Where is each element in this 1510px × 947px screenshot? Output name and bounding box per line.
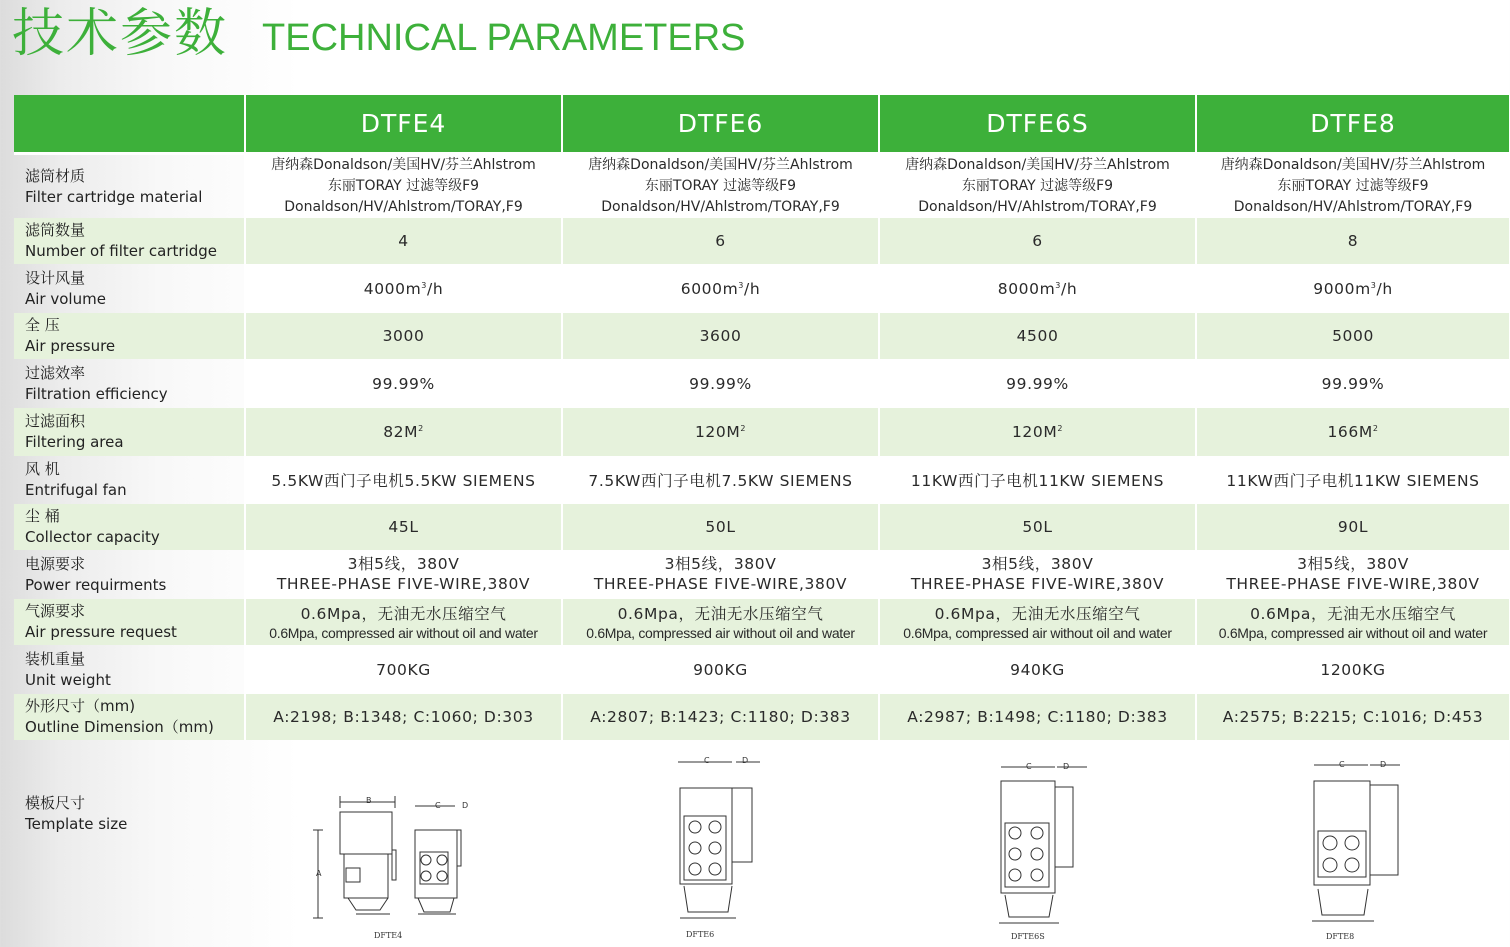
svg-text:D: D: [1063, 762, 1070, 771]
table-cell: A:2198; B:1348; C:1060; D:303: [245, 694, 562, 740]
table-cell: A:2575; B:2215; C:1016; D:453: [1196, 694, 1510, 740]
table-cell: $6000m^3/h$: [562, 264, 879, 313]
table-cell: $8000m^3/h$: [879, 264, 1196, 313]
table-cell: 5.5KW西门子电机5.5KW SIEMENS: [245, 456, 562, 504]
table-cell: 0.6Mpa，无油无水压缩空气 0.6Mpa, compressed air without oil and water: [1196, 599, 1510, 645]
svg-text:C: C: [1026, 762, 1032, 771]
table-cell: 3相5线，380V THREE-PHASE FIVE-WIRE,380V: [562, 550, 879, 599]
parameters-table: [14, 95, 1510, 740]
table-cell: 3000: [245, 313, 562, 359]
table-cell: 4: [245, 218, 562, 264]
row-label: 过滤面积 Filtering area: [14, 408, 245, 456]
table-cell: $166M^2$: [1196, 408, 1510, 456]
table-cell: 3相5线，380V THREE-PHASE FIVE-WIRE,380V: [879, 550, 1196, 599]
svg-text:C: C: [435, 801, 441, 810]
drawing-dfte8: [1308, 755, 1408, 927]
table-cell: $9000m^3/h$: [1196, 264, 1510, 313]
table-cell: 99.99%: [879, 359, 1196, 408]
table-cell: 8: [1196, 218, 1510, 264]
row-filter-area: [14, 408, 1510, 456]
table-cell: 0.6Mpa，无油无水压缩空气 0.6Mpa, compressed air without oil and water: [245, 599, 562, 645]
title-chinese: 技术参数: [12, 4, 229, 64]
caption-dfte6: DFTE6: [686, 930, 715, 939]
row-collector: [14, 504, 1510, 550]
row-fan: [14, 456, 1510, 504]
table-cell: A:2807; B:1423; C:1180; D:383: [562, 694, 879, 740]
row-power: [14, 550, 1510, 599]
row-label: 气源要求 Air pressure request: [14, 599, 245, 645]
row-label: 滤筒材质 Filter cartridge material: [14, 154, 245, 219]
row-label: 电源要求 Power requirments: [14, 550, 245, 599]
table-cell: 11KW西门子电机11KW SIEMENS: [879, 456, 1196, 504]
table-cell: 唐纳森Donaldson/美国HV/芬兰Ahlstrom 东丽TORAY 过滤等级F9 Donaldson/HV/Ahlstrom/TORAY,F9: [245, 154, 562, 219]
table-cell: 唐纳森Donaldson/美国HV/芬兰Ahlstrom 东丽TORAY 过滤等级F9 Donaldson/HV/Ahlstrom/TORAY,F9: [562, 154, 879, 219]
table-cell: 45L: [245, 504, 562, 550]
svg-text:D: D: [1380, 760, 1387, 769]
table-cell: 4500: [879, 313, 1196, 359]
table-cell: 7.5KW西门子电机7.5KW SIEMENS: [562, 456, 879, 504]
template-size-label: 模板尺寸 Template size: [25, 794, 128, 833]
row-label: 风 机 Entrifugal fan: [14, 456, 245, 504]
table-cell: 940KG: [879, 645, 1196, 694]
row-air-pressure: [14, 313, 1510, 359]
table-cell: 0.6Mpa，无油无水压缩空气 0.6Mpa, compressed air without oil and water: [879, 599, 1196, 645]
table-cell: 唐纳森Donaldson/美国HV/芬兰Ahlstrom 东丽TORAY 过滤等级F9 Donaldson/HV/Ahlstrom/TORAY,F9: [1196, 154, 1510, 219]
table-cell: 0.6Mpa，无油无水压缩空气 0.6Mpa, compressed air without oil and water: [562, 599, 879, 645]
caption-dfte8: DFTE8: [1326, 932, 1355, 941]
table-cell: $120M^2$: [562, 408, 879, 456]
table-cell: 900KG: [562, 645, 879, 694]
title-english: TECHNICAL PARAMETERS: [262, 17, 746, 59]
model-header: DTFE4: [245, 95, 562, 154]
table-cell: $4000m^3/h$: [245, 264, 562, 313]
model-header: DTFE6S: [879, 95, 1196, 154]
table-cell: 6: [879, 218, 1196, 264]
row-label: 尘 桶 Collector capacity: [14, 504, 245, 550]
table-cell: 99.99%: [562, 359, 879, 408]
row-label: 滤筒数量 Number of filter cartridge: [14, 218, 245, 264]
svg-text:D: D: [462, 801, 469, 810]
drawing-dfte4: [300, 790, 490, 920]
row-filter-count: [14, 218, 1510, 264]
svg-text:D: D: [742, 756, 749, 765]
model-header: DTFE6: [562, 95, 879, 154]
table-cell: $120M^2$: [879, 408, 1196, 456]
table-cell: 唐纳森Donaldson/美国HV/芬兰Ahlstrom 东丽TORAY 过滤等级F9 Donaldson/HV/Ahlstrom/TORAY,F9: [879, 154, 1196, 219]
table-cell: 3相5线，380V THREE-PHASE FIVE-WIRE,380V: [245, 550, 562, 599]
table-cell: 11KW西门子电机11KW SIEMENS: [1196, 456, 1510, 504]
header-corner: [14, 95, 245, 154]
table-header-row: [14, 95, 1510, 154]
caption-dfte6s: DFTE6S: [1011, 932, 1045, 941]
row-dimension: [14, 694, 1510, 740]
table-cell: $82M^2$: [245, 408, 562, 456]
row-efficiency: [14, 359, 1510, 408]
row-air-request: [14, 599, 1510, 645]
table-cell: 99.99%: [245, 359, 562, 408]
row-label: 外形尺寸（mm) Outline Dimension（mm): [14, 694, 245, 740]
table-cell: 5000: [1196, 313, 1510, 359]
table-cell: 90L: [1196, 504, 1510, 550]
table-cell: 50L: [879, 504, 1196, 550]
row-label: 过滤效率 Filtration efficiency: [14, 359, 245, 408]
svg-text:C: C: [1339, 760, 1345, 769]
row-label: 设计风量 Air volume: [14, 264, 245, 313]
svg-text:A: A: [316, 869, 322, 878]
svg-text:B: B: [366, 796, 372, 805]
model-header: DTFE8: [1196, 95, 1510, 154]
table-cell: 99.99%: [1196, 359, 1510, 408]
table-cell: A:2987; B:1498; C:1180; D:383: [879, 694, 1196, 740]
caption-dfte4: DFTE4: [374, 931, 403, 940]
table-cell: 1200KG: [1196, 645, 1510, 694]
row-filter-material: [14, 154, 1510, 219]
drawing-dfte6s: [995, 757, 1095, 929]
table-cell: 700KG: [245, 645, 562, 694]
page-title: [12, 2, 746, 64]
row-label: 全 压 Air pressure: [14, 313, 245, 359]
table-cell: 3相5线，380V THREE-PHASE FIVE-WIRE,380V: [1196, 550, 1510, 599]
row-air-volume: [14, 264, 1510, 313]
table-cell: 50L: [562, 504, 879, 550]
row-label: 装机重量 Unit weight: [14, 645, 245, 694]
table-cell: 6: [562, 218, 879, 264]
row-weight: [14, 645, 1510, 694]
svg-text:C: C: [704, 756, 710, 765]
drawing-dfte6: [670, 752, 770, 924]
table-cell: 3600: [562, 313, 879, 359]
